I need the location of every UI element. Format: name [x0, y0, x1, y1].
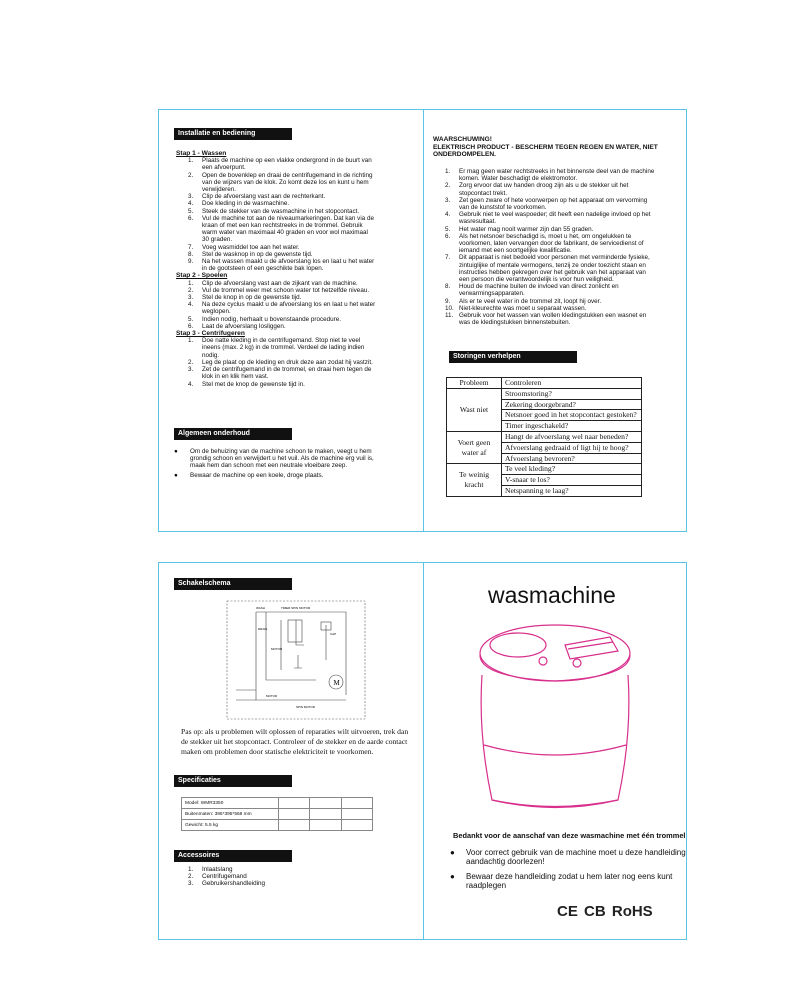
list-text: Houd de machine buiten de invloed van direct zonlicht en verwarmingsapparaten.: [459, 283, 619, 298]
list-number: 10.: [445, 304, 454, 312]
list-text: Steek de stekker van de wasmachine in het stopcontact.: [202, 207, 360, 215]
problem-cell: Wast niet: [447, 388, 502, 431]
accessory-item: [176, 866, 376, 873]
step2-title: Stap 2 - Spoelen: [176, 272, 228, 280]
check-cell: V-snaar te los?: [502, 475, 642, 486]
label-cap: CAP: [330, 632, 337, 636]
list-number: 1.: [188, 866, 194, 873]
list-number: 3.: [188, 880, 194, 888]
label-bottom1: MOTOR: [266, 694, 278, 698]
check-cell: Hangt de afvoerslang wel naar beneden?: [502, 431, 642, 442]
top-sheet-fold: [423, 109, 424, 532]
spec-row: [182, 798, 373, 809]
list-number: 7.: [188, 243, 194, 251]
list-number: 2.: [445, 182, 451, 190]
list-number: 5.: [445, 225, 451, 233]
maintenance-item: [172, 472, 412, 479]
list-text: Doe kleding in de wasmachine.: [202, 200, 290, 208]
list-text: Stel de wasknop in op de gewenste tijd.: [202, 250, 313, 258]
step1-item: [176, 193, 412, 200]
list-text: Dit apparaat is niet bedoeld voor personen met verminderde fysieke, zintuiglijke of mentale vermogens, tenzij ze onder toezicht staan en instructies hebben gekregen over het gebruik van het apparaat van een persoon die verantwoordelijk is voor hun veiligheid.: [459, 254, 650, 284]
step1-item: [176, 244, 412, 251]
list-number: 2.: [188, 286, 194, 294]
list-text: Vul de trommel weer met schoon water tot hetzelfde niveau.: [202, 286, 370, 294]
maintenance-item: [172, 448, 412, 470]
list-number: 3.: [188, 193, 194, 201]
spec-cell: Model: WMR3350: [182, 798, 279, 809]
label-bottom2: SPIN MOTOR: [296, 705, 315, 709]
step3-item: [176, 366, 412, 380]
bullet-text: Voor correct gebruik van de machine moet u deze handleiding aandachtig doorlezen!: [466, 848, 686, 866]
spec-empty-cell: [279, 798, 310, 809]
spec-empty-cell: [279, 820, 310, 831]
list-text: Clip de afvoerslang vast aan de rechterkant.: [202, 193, 326, 201]
accessory-item: [176, 880, 376, 887]
list-text: Laat de afvoerslang losliggen.: [202, 322, 286, 330]
spec-row: [182, 820, 373, 831]
accessories-list: [176, 866, 376, 888]
list-text: Centrifugemand: [202, 873, 247, 881]
list-text: Als het netsnoer beschadigd is, moet u het, om ongelukken te voorkomen, laten vervangen door de fabrikant, de servicedienst of iemand met een soortgelijke kwalificatie.: [459, 232, 644, 255]
step3-item: [176, 359, 412, 366]
table-row: [447, 388, 642, 399]
cover-thanks: Bedankt voor de aanschaf van deze wasmachine met één trommel: [453, 831, 686, 840]
check-cell: Stroomstoring?: [502, 388, 642, 399]
list-number: 1.: [188, 279, 194, 287]
problem-cell: Te weinig kracht: [447, 464, 502, 496]
list-text: Niet-kleurechte was moet u separaat wassen.: [459, 304, 587, 312]
col-header-problem: Probleem: [447, 378, 502, 389]
list-number: 9.: [188, 258, 194, 266]
list-number: 8.: [445, 283, 451, 291]
specs-table: [181, 797, 373, 831]
warning-title: WAARSCHUWING! ELEKTRISCH PRODUCT - BESCHERM TEGEN REGEN EN WATER, NIET ONDERDOMPELEN.: [433, 136, 658, 159]
bullet-text: Bewaar deze handleiding zodat u hem later nog eens kunt raadplegen: [466, 872, 673, 890]
list-number: 7.: [445, 254, 451, 262]
step3-title: Stap 3 - Centrifugeren: [176, 330, 245, 338]
warning-item: [433, 305, 678, 312]
list-text: Als er te veel water in de trommel zit, loopt hij over.: [459, 297, 602, 305]
step2-item: [176, 287, 412, 294]
list-text: Clip de afvoerslang vast aan de zijkant van de machine.: [202, 279, 358, 287]
spec-row: [182, 809, 373, 820]
certification-marks: [557, 903, 653, 920]
check-cell: Netsnoer goed in het stopcontact gestoken?: [502, 410, 642, 421]
list-number: 4.: [188, 380, 194, 388]
warning-item: [433, 197, 678, 211]
problem-cell: Voert geen water af: [447, 431, 502, 463]
list-number: 6.: [188, 214, 194, 222]
spec-empty-cell: [279, 809, 310, 820]
list-text: Gebruikershandleiding: [202, 880, 266, 888]
check-cell: Netspanning te laag?: [502, 485, 642, 496]
list-number: 3.: [445, 196, 451, 204]
list-text: Indien nodig, herhaalt u bovenstaande procedure.: [202, 315, 341, 323]
table-row: [447, 431, 642, 442]
list-text: Gebruik niet te veel waspoeder; dit heeft een nadelige invloed op het wasresultaat.: [459, 211, 651, 226]
spec-empty-cell: [341, 809, 372, 820]
bullet-text: Bewaar de machine op een koele, droge plaats.: [190, 471, 324, 479]
list-text: Er mag geen water rechtstreeks in het binnenste deel van de machine komen. Water beschadigt de elektromotor.: [459, 168, 655, 183]
check-cell: Zekering doorgebrand?: [502, 399, 642, 410]
list-text: Vul de machine tot aan de niveaumarkeringen. Dat kan via de kraan of met een kan rechtstreeks in de trommel. Gebruik warm water van maximaal 40 graden en voor wol maximaal 30 graden.: [202, 214, 374, 244]
list-text: Na deze cyclus maakt u de afvoerslang los en laat u het water weglopen.: [202, 301, 376, 316]
cover-bullet: [448, 848, 688, 866]
cb-mark: CB: [584, 903, 606, 920]
list-number: 6.: [188, 322, 194, 330]
list-text: Na het wassen maakt u de afvoerslang los en laat u het water in de gootsteen of een geschikte bak lopen.: [202, 258, 375, 273]
list-text: Gebruik voor het wassen van wollen kledingstukken een wasnet en was de kledingstukken binnenstebuiten.: [459, 312, 647, 327]
list-number: 4.: [188, 200, 194, 208]
list-number: 6.: [445, 232, 451, 240]
list-number: 11.: [445, 312, 454, 320]
list-text: Stel met de knop de gewenste tijd in.: [202, 380, 305, 388]
warning-item: [433, 312, 678, 326]
step1-item: [176, 208, 412, 215]
schematic-header: Schakelschema: [174, 578, 292, 590]
table-header-row: [447, 378, 642, 389]
list-text: Stel de knop in op de gewenste tijd.: [202, 294, 302, 302]
spec-empty-cell: [310, 798, 341, 809]
step1-title: Stap 1 - Wassen: [176, 150, 227, 157]
bullet-icon: ●: [450, 872, 455, 881]
warning-item: [433, 211, 678, 225]
schematic-note: Pas op: als u problemen wilt oplossen of reparaties wilt uitvoeren, trek dan de stekker uit het stopcontact. Controleer of de stekker en de aarde contact maken om problemen door statische elektriciteit te voorkomen.: [181, 727, 409, 756]
list-text: Open de bovenklep en draai de centrifugemand in de richting van de wijzers van de klok. Zo komt deze los en kunt u hem verwijderen.: [202, 171, 373, 194]
warning-item: [433, 168, 678, 182]
list-text: Plaats de machine op een vlakke ondergrond in de buurt van een afvoerpunt.: [202, 157, 372, 172]
list-number: 3.: [188, 366, 194, 374]
step2-item: [176, 280, 412, 287]
label-timer: TIMER SPIN MOTOR: [281, 606, 311, 610]
warning-list: [433, 168, 678, 326]
bullet-icon: ●: [450, 848, 455, 857]
step3-list: [176, 337, 412, 387]
rohs-mark: RoHS: [611, 903, 653, 920]
list-text: Doe natte kleding in de centrifugemand. Stop niet te veel ineens (max. 2 kg) in de trommel. Verdeel de lading indien nodig.: [202, 337, 365, 359]
cover-title: wasmachine: [488, 582, 616, 608]
step1-item: [176, 157, 412, 171]
bottom-sheet-fold: [423, 562, 424, 940]
list-number: 4.: [445, 211, 451, 219]
table-row: [447, 464, 642, 475]
spec-empty-cell: [341, 798, 372, 809]
step3-item: [176, 337, 412, 359]
list-number: 8.: [188, 250, 194, 258]
step2-item: [176, 294, 412, 301]
bullet-text: Om de behuizing van de machine schoon te maken, veegt u hem grondig schoon en verwijdert u het vuil. Als de machine erg vuil is, maak hem dan schoon met een neutrale vloeibare zeep.: [190, 448, 374, 470]
list-number: 1.: [188, 337, 194, 345]
label-drain: DRAIN: [258, 627, 268, 631]
wiring-diagram: [226, 600, 366, 720]
list-number: 5.: [188, 315, 194, 323]
step1-item: [176, 200, 412, 207]
warning-item: [433, 254, 678, 283]
list-number: 5.: [188, 207, 194, 215]
step1-item: [176, 215, 412, 244]
list-number: 9.: [445, 297, 451, 305]
list-number: 1.: [188, 157, 194, 165]
troubleshooting-table: [446, 377, 642, 497]
label-wash: WASH: [256, 606, 265, 610]
step1-list: [176, 157, 412, 272]
check-cell: Timer ingeschakeld?: [502, 421, 642, 432]
step2-item: [176, 323, 412, 330]
list-text: Zorg ervoor dat uw handen droog zijn als u de stekker uit het stopcontact trekt.: [459, 182, 629, 197]
installation-header: Installatie en bediening: [174, 128, 292, 140]
list-text: Zet de centrifugemand in de trommel, en draai hem tegen de klok in en klik hem vast.: [202, 366, 372, 381]
step1-item: [176, 258, 412, 272]
list-number: 4.: [188, 301, 194, 309]
spec-empty-cell: [310, 809, 341, 820]
bullet-icon: ●: [174, 471, 178, 479]
maintenance-header: Algemeen onderhoud: [174, 428, 292, 440]
warning-item: [433, 182, 678, 196]
col-header-check: Controleren: [502, 378, 642, 389]
bullet-icon: ●: [174, 448, 178, 455]
washing-machine-illustration: [470, 615, 640, 815]
list-number: 1.: [445, 168, 451, 175]
spec-cell: Gewicht: 5.5 kg: [182, 820, 279, 831]
step2-item: [176, 301, 412, 315]
step3-item: [176, 381, 412, 388]
list-text: Inlaatslang: [202, 866, 233, 873]
step1-item: [176, 251, 412, 258]
list-number: 2.: [188, 358, 194, 366]
warning-item: [433, 283, 678, 297]
list-number: 2.: [188, 873, 194, 881]
spec-empty-cell: [310, 820, 341, 831]
list-text: Zet geen zware of hete voorwerpen op het apparaat om vervorming van de kunststof te voorkomen.: [459, 196, 648, 212]
motor-symbol: M: [333, 679, 340, 687]
warning-item: [433, 226, 678, 233]
troubleshooting-header: Storingen verhelpen: [449, 351, 577, 363]
ce-mark: CE: [557, 903, 578, 920]
spec-empty-cell: [341, 820, 372, 831]
spec-cell: Buitenmaten: 395*395*568 mm: [182, 809, 279, 820]
accessories-header: Accessoires: [174, 850, 292, 862]
maintenance-list: [172, 448, 412, 481]
warning-item: [433, 233, 678, 255]
list-text: Leg de plaat op de kleding en druk deze aan zodat hij vastzit.: [202, 358, 373, 366]
accessory-item: [176, 873, 376, 880]
cover-bullets: [448, 848, 688, 896]
list-number: 3.: [188, 294, 194, 302]
list-number: 2.: [188, 171, 194, 179]
check-cell: Afvoerslang bevroren?: [502, 453, 642, 464]
check-cell: Te veel kleding?: [502, 464, 642, 475]
step2-item: [176, 316, 412, 323]
check-cell: Afvoerslang gedraaid of ligt hij te hoog?: [502, 442, 642, 453]
step2-list: [176, 280, 412, 330]
cover-bullet: [448, 872, 688, 890]
label-motor-l: MOTOR: [271, 647, 283, 651]
list-text: Het water mag nooit warmer zijn dan 55 graden.: [459, 225, 594, 233]
list-text: Voeg wasmiddel toe aan het water.: [202, 243, 300, 251]
step1-item: [176, 172, 412, 194]
warning-item: [433, 298, 678, 305]
specs-header: Specificaties: [174, 775, 292, 787]
installation-body: [176, 150, 412, 388]
